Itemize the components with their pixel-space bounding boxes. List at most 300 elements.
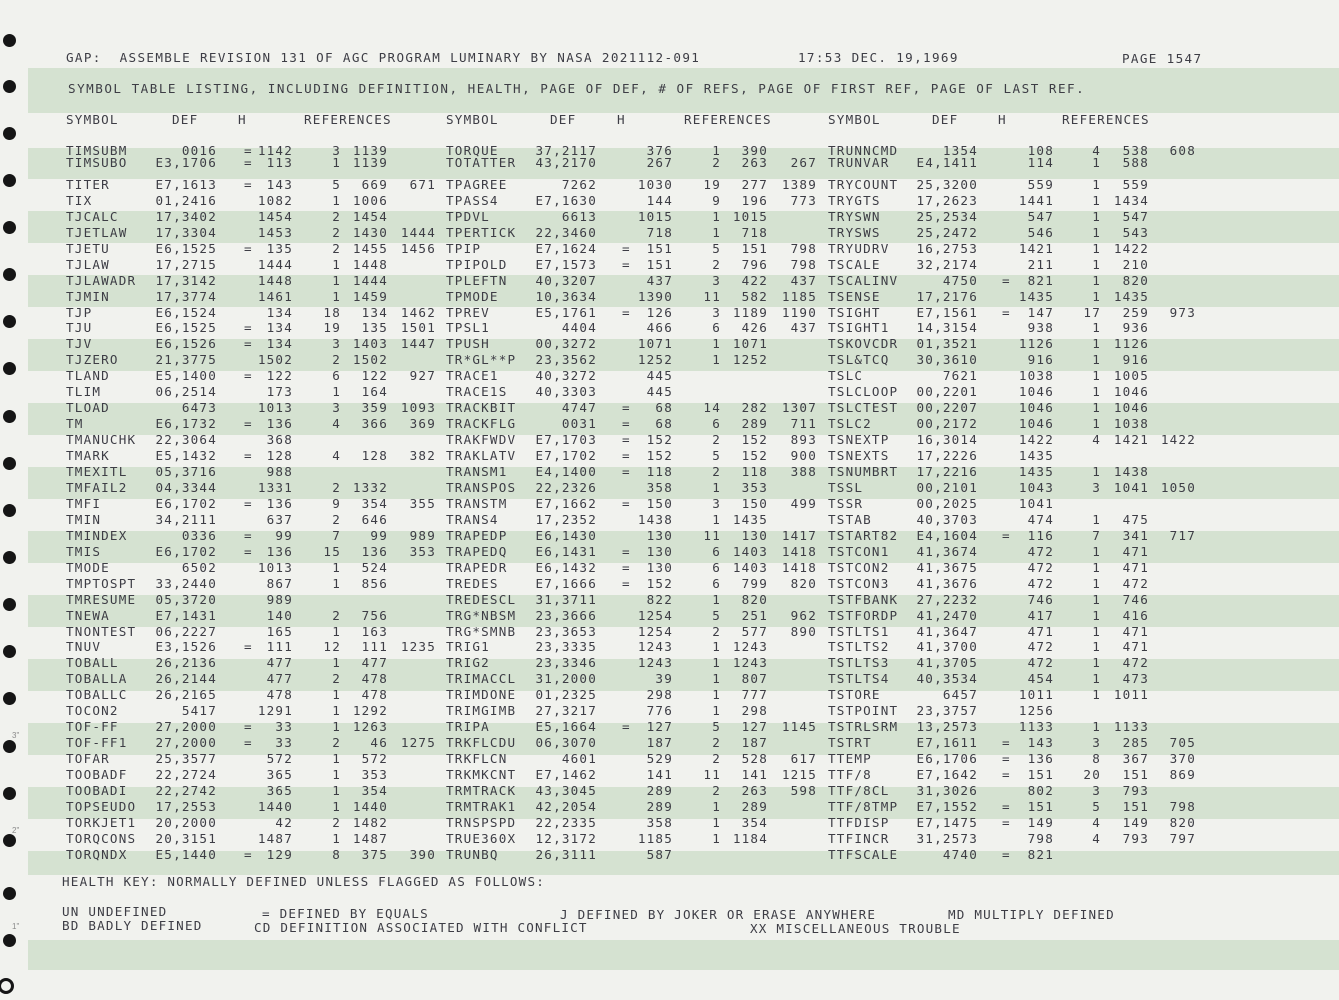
cell-def: E7,1552 — [916, 798, 978, 814]
cell-nrefs: 19 — [703, 176, 721, 192]
cell-first: 1332 — [352, 479, 388, 495]
cell-def: 21,3775 — [155, 352, 217, 368]
cell-h: = — [1002, 304, 1011, 320]
cell-def: 6457 — [942, 687, 978, 703]
cell-symbol: TRACKFLG — [446, 416, 517, 432]
cell-symbol: TTF/8TMP — [828, 798, 899, 814]
cell-nrefs: 11 — [703, 767, 721, 783]
cell-h: = — [1002, 272, 1011, 288]
cell-def: 7262 — [561, 176, 597, 192]
cell-page: 289 — [646, 798, 673, 814]
cell-symbol: TRANSPOS — [446, 479, 517, 495]
table-row — [0, 384, 1339, 400]
cell-def: E7,1462 — [535, 767, 597, 783]
cell-symbol: TIMSUBM — [66, 143, 128, 158]
table-row — [0, 560, 1339, 576]
cell-nrefs: 5 — [1092, 798, 1101, 814]
cell-page: 445 — [646, 384, 673, 400]
cell-def: E5,1664 — [535, 719, 597, 735]
cell-last: 890 — [790, 623, 817, 639]
cell-def: E5,1400 — [155, 368, 217, 384]
feed-hole — [3, 80, 16, 93]
cell-def: 16,3014 — [916, 432, 978, 448]
feed-hole — [3, 127, 16, 140]
cell-page: 1126 — [1018, 336, 1054, 352]
cell-nrefs: 1 — [712, 479, 721, 495]
cell-first: 353 — [361, 767, 388, 783]
cell-symbol: TSLC2 — [828, 416, 872, 432]
cell-nrefs: 1 — [712, 830, 721, 846]
cell-first: 422 — [741, 272, 768, 288]
cell-first: 1455 — [352, 240, 388, 256]
cell-last: 1145 — [781, 719, 817, 735]
col-header-health: H — [238, 112, 247, 127]
table-row — [0, 751, 1339, 767]
cell-symbol: TSTLTS1 — [828, 623, 890, 639]
col-header-references: REFERENCES — [1062, 112, 1150, 127]
cell-symbol: TRAPEDR — [446, 559, 508, 575]
cell-h: = — [622, 559, 631, 575]
cell-first: 473 — [1122, 671, 1149, 687]
cell-symbol: TIMSUBO — [66, 154, 128, 170]
cell-symbol: TRIG1 — [446, 639, 490, 655]
cell-first: 152 — [741, 432, 768, 448]
cell-symbol: TRAPEDP — [446, 527, 508, 543]
cell-page: 116 — [1027, 527, 1054, 543]
cell-symbol: TRKFLCN — [446, 751, 508, 767]
listing-timestamp: 17:53 DEC. 19,1969 — [798, 50, 959, 65]
cell-page: 151 — [646, 240, 673, 256]
health-key-xx: XX MISCELLANEOUS TROUBLE — [750, 921, 961, 936]
cell-symbol: TTFSCALE — [828, 846, 899, 862]
cell-symbol: TMFAIL2 — [66, 479, 128, 495]
cell-h: = — [1002, 751, 1011, 767]
cell-def: 5417 — [181, 703, 217, 719]
cell-first: 471 — [1122, 623, 1149, 639]
cell-first: 390 — [741, 143, 768, 158]
cell-nrefs: 1 — [332, 256, 341, 272]
table-row — [0, 528, 1339, 544]
cell-first: 366 — [361, 416, 388, 432]
cell-first: 1422 — [1113, 240, 1149, 256]
cell-nrefs: 1 — [332, 767, 341, 783]
cell-def: E4,1411 — [916, 154, 978, 170]
cell-first: 472 — [1122, 655, 1149, 671]
cell-def: 6502 — [181, 559, 217, 575]
cell-last: 1185 — [781, 288, 817, 304]
cell-h: = — [622, 304, 631, 320]
cell-nrefs: 1 — [1092, 416, 1101, 432]
cell-page: 798 — [1027, 830, 1054, 846]
cell-page: 130 — [646, 543, 673, 559]
cell-symbol: TRG*NBSM — [446, 607, 517, 623]
cell-symbol: TRYCOUNT — [828, 176, 899, 192]
cell-symbol: TPUSH — [446, 336, 490, 352]
cell-def: 22,2742 — [155, 783, 217, 798]
table-row — [0, 671, 1339, 687]
cell-first: 718 — [741, 224, 768, 240]
cell-symbol: TPERTICK — [446, 224, 517, 240]
cell-page: 1440 — [257, 798, 293, 814]
table-row — [0, 448, 1339, 464]
table-row — [0, 155, 1339, 171]
cell-def: 27,3217 — [535, 703, 597, 719]
table-row — [0, 639, 1339, 655]
cell-h: = — [622, 432, 631, 448]
cell-page: 477 — [266, 671, 293, 687]
cell-first: 547 — [1122, 208, 1149, 224]
cell-first: 375 — [361, 846, 388, 862]
cell-page: 1502 — [257, 352, 293, 368]
cell-h: = — [244, 143, 253, 158]
cell-def: E7,1613 — [155, 176, 217, 192]
cell-symbol: TPASS4 — [446, 192, 499, 208]
cell-page: 147 — [1027, 304, 1054, 320]
cell-nrefs: 1 — [1092, 591, 1101, 607]
cell-symbol: TOBALLC — [66, 687, 128, 703]
cell-page: 143 — [1027, 735, 1054, 751]
cell-page: 108 — [1027, 143, 1054, 158]
cell-page: 1487 — [257, 830, 293, 846]
cell-last: 1093 — [400, 400, 436, 416]
cell-symbol: TRUNVAR — [828, 154, 890, 170]
cell-first: 259 — [1122, 304, 1149, 320]
cell-symbol: TOF-FF1 — [66, 735, 128, 751]
cell-last: 1235 — [400, 639, 436, 655]
cell-nrefs: 1 — [332, 687, 341, 703]
cell-symbol: TSIGHT — [828, 304, 881, 320]
cell-last: 355 — [409, 495, 436, 511]
cell-symbol: TJMIN — [66, 288, 110, 304]
cell-def: 20,3151 — [155, 830, 217, 846]
cell-def: 25,2472 — [916, 224, 978, 240]
cell-def: E6,1706 — [916, 751, 978, 767]
table-row — [0, 289, 1339, 305]
cell-page: 376 — [646, 143, 673, 158]
cell-page: 99 — [275, 527, 293, 543]
cell-nrefs: 11 — [703, 527, 721, 543]
health-key-un: UN UNDEFINED — [62, 904, 168, 919]
cell-nrefs: 2 — [712, 783, 721, 798]
cell-nrefs: 1 — [1092, 400, 1101, 416]
health-key-title: HEALTH KEY: NORMALLY DEFINED UNLESS FLAGGED AS FOLLOWS: — [62, 874, 546, 889]
cell-page: 1454 — [257, 208, 293, 224]
cell-page: 152 — [646, 575, 673, 591]
cell-def: 10,3634 — [535, 288, 597, 304]
cell-page: 1185 — [637, 830, 673, 846]
cell-symbol: TRIMGIMB — [446, 703, 517, 719]
cell-symbol: TSTCON1 — [828, 543, 890, 559]
cell-first: 1430 — [352, 224, 388, 240]
cell-first: 1434 — [1113, 192, 1149, 208]
cell-first: 1444 — [352, 272, 388, 288]
cell-first: 354 — [361, 783, 388, 798]
table-row — [0, 703, 1339, 719]
cell-def: 06,2514 — [155, 384, 217, 400]
cell-symbol: TTFDISP — [828, 814, 890, 830]
cell-first: 1005 — [1113, 368, 1149, 384]
cell-page: 1438 — [637, 511, 673, 527]
cell-symbol: TPAGREE — [446, 176, 508, 192]
cell-def: 4747 — [561, 400, 597, 416]
cell-def: 12,3172 — [535, 830, 597, 846]
cell-page: 130 — [646, 527, 673, 543]
cell-def: 41,3647 — [916, 623, 978, 639]
cell-nrefs: 3 — [332, 400, 341, 416]
cell-page: 187 — [646, 735, 673, 751]
cell-nrefs: 1 — [1092, 575, 1101, 591]
cell-h: = — [622, 400, 631, 416]
table-row — [0, 512, 1339, 528]
cell-symbol: TITER — [66, 176, 110, 192]
cell-first: 1403 — [732, 559, 768, 575]
cell-def: E6,1702 — [155, 495, 217, 511]
cell-page: 128 — [266, 448, 293, 464]
cell-symbol: TOBALL — [66, 655, 119, 671]
cell-symbol: TSTCON2 — [828, 559, 890, 575]
cell-page: 1046 — [1018, 400, 1054, 416]
cell-def: 17,3774 — [155, 288, 217, 304]
cell-page: 529 — [646, 751, 673, 767]
cell-last: 1389 — [781, 176, 817, 192]
cell-first: 151 — [741, 240, 768, 256]
cell-def: 7621 — [942, 368, 978, 384]
table-row — [0, 687, 1339, 703]
cell-first: 577 — [741, 623, 768, 639]
cell-last: 267 — [790, 154, 817, 170]
cell-symbol: TORQUE — [446, 143, 499, 158]
cell-first: 150 — [741, 495, 768, 511]
cell-nrefs: 1 — [712, 687, 721, 703]
cell-def: 17,2216 — [916, 464, 978, 479]
cell-page: 150 — [646, 495, 673, 511]
cell-symbol: TSTORE — [828, 687, 881, 703]
cell-h: = — [244, 368, 253, 384]
cell-first: 559 — [1122, 176, 1149, 192]
cell-nrefs: 15 — [323, 543, 341, 559]
table-row — [0, 193, 1339, 209]
table-row — [0, 305, 1339, 321]
cell-nrefs: 1 — [712, 208, 721, 224]
cell-page: 122 — [266, 368, 293, 384]
cell-def: E4,1400 — [535, 464, 597, 479]
cell-def: 06,3070 — [535, 735, 597, 751]
cell-def: 43,3045 — [535, 783, 597, 798]
cell-nrefs: 8 — [332, 846, 341, 862]
cell-first: 353 — [741, 479, 768, 495]
cell-page: 718 — [646, 224, 673, 240]
cell-nrefs: 5 — [712, 719, 721, 735]
cell-h: = — [244, 527, 253, 543]
cell-nrefs: 1 — [332, 575, 341, 591]
cell-symbol: TSLC — [828, 368, 864, 384]
table-row — [0, 336, 1339, 352]
cell-def: 34,2111 — [155, 511, 217, 527]
feed-hole — [3, 887, 16, 900]
cell-symbol: TSTAB — [828, 511, 872, 527]
cell-symbol: TRYSWN — [828, 208, 881, 224]
cell-symbol: TMANUCHK — [66, 432, 137, 448]
cell-symbol: TRYUDRV — [828, 240, 890, 256]
cell-page: 113 — [266, 154, 293, 170]
cell-first: 289 — [741, 416, 768, 432]
cell-symbol: TOTATTER — [446, 154, 517, 170]
cell-nrefs: 1 — [1092, 336, 1101, 352]
cell-nrefs: 1 — [332, 830, 341, 846]
cell-page: 134 — [266, 320, 293, 336]
cell-def: E6,1702 — [155, 543, 217, 559]
cell-page: 135 — [266, 240, 293, 256]
cell-h: = — [244, 719, 253, 735]
cell-page: 358 — [646, 479, 673, 495]
cell-first: 1006 — [352, 192, 388, 208]
cell-def: 17,2226 — [916, 448, 978, 464]
cell-def: 13,2573 — [916, 719, 978, 735]
cell-first: 1243 — [732, 639, 768, 655]
cell-nrefs: 3 — [332, 336, 341, 352]
cell-page: 445 — [646, 368, 673, 384]
cell-symbol: TMPTOSPT — [66, 575, 137, 591]
cell-nrefs: 1 — [712, 224, 721, 240]
cell-def: 27,2232 — [916, 591, 978, 607]
cell-def: 17,3142 — [155, 272, 217, 288]
cell-last: 382 — [409, 448, 436, 464]
cell-symbol: TREDESCL — [446, 591, 517, 607]
cell-symbol: TLIM — [66, 384, 102, 400]
cell-nrefs: 1 — [1092, 671, 1101, 687]
cell-def: 43,2170 — [535, 154, 597, 170]
cell-last: 705 — [1169, 735, 1196, 751]
cell-def: 0336 — [181, 527, 217, 543]
cell-symbol: TOOBADF — [66, 767, 128, 783]
cell-first: 263 — [741, 154, 768, 170]
col-header-health: H — [617, 112, 626, 127]
cell-last: 1418 — [781, 559, 817, 575]
cell-last: 973 — [1169, 304, 1196, 320]
cell-page: 746 — [1027, 591, 1054, 607]
table-row — [0, 273, 1339, 289]
cell-def: 31,3026 — [916, 783, 978, 798]
cell-symbol: TPDVL — [446, 208, 490, 224]
cell-def: 17,2715 — [155, 256, 217, 272]
cell-def: E5,1440 — [155, 846, 217, 862]
cell-def: 42,2054 — [535, 798, 597, 814]
cell-nrefs: 1 — [712, 703, 721, 719]
cell-page: 365 — [266, 767, 293, 783]
cell-def: E5,1432 — [155, 448, 217, 464]
cell-h: = — [622, 719, 631, 735]
cell-def: 22,2335 — [535, 814, 597, 830]
cell-last: 353 — [409, 543, 436, 559]
cell-nrefs: 4 — [332, 448, 341, 464]
cell-nrefs: 1 — [332, 655, 341, 671]
cell-page: 637 — [266, 511, 293, 527]
cell-def: 22,2326 — [535, 479, 597, 495]
cell-nrefs: 6 — [712, 575, 721, 591]
cell-nrefs: 1 — [332, 154, 341, 170]
cell-first: 916 — [1122, 352, 1149, 368]
cell-last: 798 — [1169, 798, 1196, 814]
table-row — [0, 592, 1339, 608]
cell-page: 1422 — [1018, 432, 1054, 448]
cell-page: 1082 — [257, 192, 293, 208]
cell-first: 1015 — [732, 208, 768, 224]
cell-first: 354 — [741, 814, 768, 830]
cell-last: 1050 — [1160, 479, 1196, 495]
cell-first: 1421 — [1113, 432, 1149, 448]
cell-page: 134 — [266, 336, 293, 352]
cell-symbol: TPREV — [446, 304, 490, 320]
cell-def: 25,3577 — [155, 751, 217, 767]
col-header-symbol: SYMBOL — [446, 112, 499, 127]
cell-nrefs: 1 — [1092, 687, 1101, 703]
cell-first: 1071 — [732, 336, 768, 352]
cell-nrefs: 3 — [332, 143, 341, 158]
cell-symbol: TNEWA — [66, 607, 110, 623]
col-header-def: DEF — [932, 112, 959, 127]
cell-last: 617 — [790, 751, 817, 767]
cell-nrefs: 1 — [1092, 176, 1101, 192]
cell-h: = — [622, 543, 631, 559]
cell-page: 33 — [275, 719, 293, 735]
cell-symbol: TPLEFTN — [446, 272, 508, 288]
cell-first: 807 — [741, 671, 768, 687]
cell-page: 471 — [1027, 623, 1054, 639]
cell-nrefs: 1 — [1092, 464, 1101, 479]
cell-first: 298 — [741, 703, 768, 719]
cell-nrefs: 1 — [1092, 655, 1101, 671]
cell-def: 05,3720 — [155, 591, 217, 607]
cell-nrefs: 1 — [712, 671, 721, 687]
cell-symbol: TREDES — [446, 575, 499, 591]
cell-symbol: TSSR — [828, 495, 864, 511]
table-row — [0, 209, 1339, 225]
cell-page: 39 — [655, 671, 673, 687]
cell-page: 1043 — [1018, 479, 1054, 495]
cell-def: 23,3562 — [535, 352, 597, 368]
cell-nrefs: 3 — [712, 495, 721, 511]
feed-hole — [3, 934, 16, 947]
cell-def: E7,1624 — [535, 240, 597, 256]
cell-nrefs: 1 — [332, 272, 341, 288]
cell-h: = — [244, 846, 253, 862]
cell-first: 187 — [741, 735, 768, 751]
cell-page: 547 — [1027, 208, 1054, 224]
cell-symbol: TJU — [66, 320, 93, 336]
cell-symbol: TORKJET1 — [66, 814, 137, 830]
cell-first: 582 — [741, 288, 768, 304]
cell-nrefs: 6 — [332, 368, 341, 384]
cell-first: 1403 — [352, 336, 388, 352]
cell-nrefs: 18 — [323, 304, 341, 320]
cell-symbol: TORQNDX — [66, 846, 128, 862]
cell-first: 127 — [741, 719, 768, 735]
cell-symbol: TOCON2 — [66, 703, 119, 719]
cell-def: E3,1706 — [155, 154, 217, 170]
cell-nrefs: 1 — [332, 703, 341, 719]
cell-last: 820 — [790, 575, 817, 591]
cell-def: E7,1573 — [535, 256, 597, 272]
cell-page: 1013 — [257, 400, 293, 416]
cell-nrefs: 9 — [332, 495, 341, 511]
cell-nrefs: 1 — [1092, 607, 1101, 623]
table-row — [0, 624, 1339, 640]
cell-def: 26,2136 — [155, 655, 217, 671]
cell-def: E7,1630 — [535, 192, 597, 208]
cell-page: 267 — [646, 154, 673, 170]
cell-first: 285 — [1122, 735, 1149, 751]
cell-symbol: TOFAR — [66, 751, 110, 767]
